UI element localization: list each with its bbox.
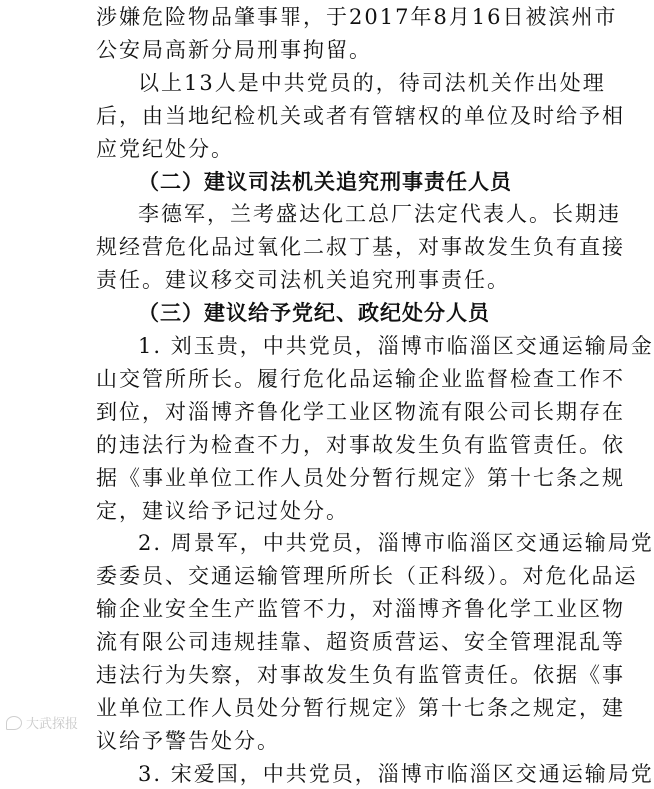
item-2-line-5: 违法行为失察，对事故发生负有监管责任。依据《事: [96, 663, 625, 687]
paragraph-3-line-2: 规经营危化品过氧化二叔丁基，对事故发生负有直接: [96, 235, 625, 260]
item-1-line-4: 的违法行为检查不力，对事故发生负有监管责任。依: [96, 432, 625, 457]
watermark: [6, 713, 78, 732]
watermark-text: 大武探报: [26, 717, 79, 732]
item-2-line-3: 输企业安全生产监管不力，对淄博齐鲁化学工业区物: [96, 597, 625, 622]
paragraph-1-line-2: 公安局高新分局刑事拘留。: [96, 37, 372, 62]
weibo-logo-icon: [6, 716, 22, 730]
paragraph-1-line-1: 涉嫌危险物品肇事罪，于2017年8月16日被滨州市: [96, 5, 618, 29]
paragraph-2-line-2: 后，由当地纪检机关或者有管辖权的单位及时给予相: [96, 103, 625, 128]
paragraph-2-line-3: 应党纪处分。: [96, 136, 234, 161]
item-2-line-7: 议给予警告处分。: [96, 728, 280, 753]
item-2-line-4: 流有限公司违规挂靠、超资质营运、安全管理混乱等: [96, 630, 625, 655]
paragraph-3-line-1: 李德军，兰考盛达化工总厂法定代表人。长期违: [138, 202, 621, 227]
item-2-line-2: 委委员、交通运输管理所所长（正科级）。对危化品运: [96, 564, 638, 589]
item-1-line-1: 1. 刘玉贵，中共党员，淄博市临淄区交通运输局金: [138, 334, 654, 358]
item-3-line-1: 3. 宋爱国，中共党员，淄博市临淄区交通运输局党: [138, 761, 654, 786]
item-1-line-5: 据《事业单位工作人员处分暂行规定》第十七条之规: [96, 465, 625, 490]
item-2-line-1: 2. 周景军，中共党员，淄博市临淄区交通运输局党: [138, 531, 654, 556]
item-1-line-3: 到位，对淄博齐鲁化学工业区物流有限公司长期存在: [96, 399, 625, 424]
section-heading-3: （三）建议给予党纪、政纪处分人员: [138, 300, 490, 326]
paragraph-2-line-1: 以上13人是中共党员的，待司法机关作出处理: [138, 70, 606, 95]
item-1-line-6: 定，建议给予记过处分。: [96, 498, 349, 523]
section-heading-2: （二）建议司法机关追究刑事责任人员: [138, 168, 512, 194]
item-2-line-6: 业单位工作人员处分暂行规定》第十七条之规定，建: [96, 695, 625, 720]
paragraph-3-line-3: 责任。建议移交司法机关追究刑事责任。: [96, 268, 510, 293]
item-1-line-2: 山交管所所长。履行危化品运输企业监督检查工作不: [96, 366, 625, 391]
